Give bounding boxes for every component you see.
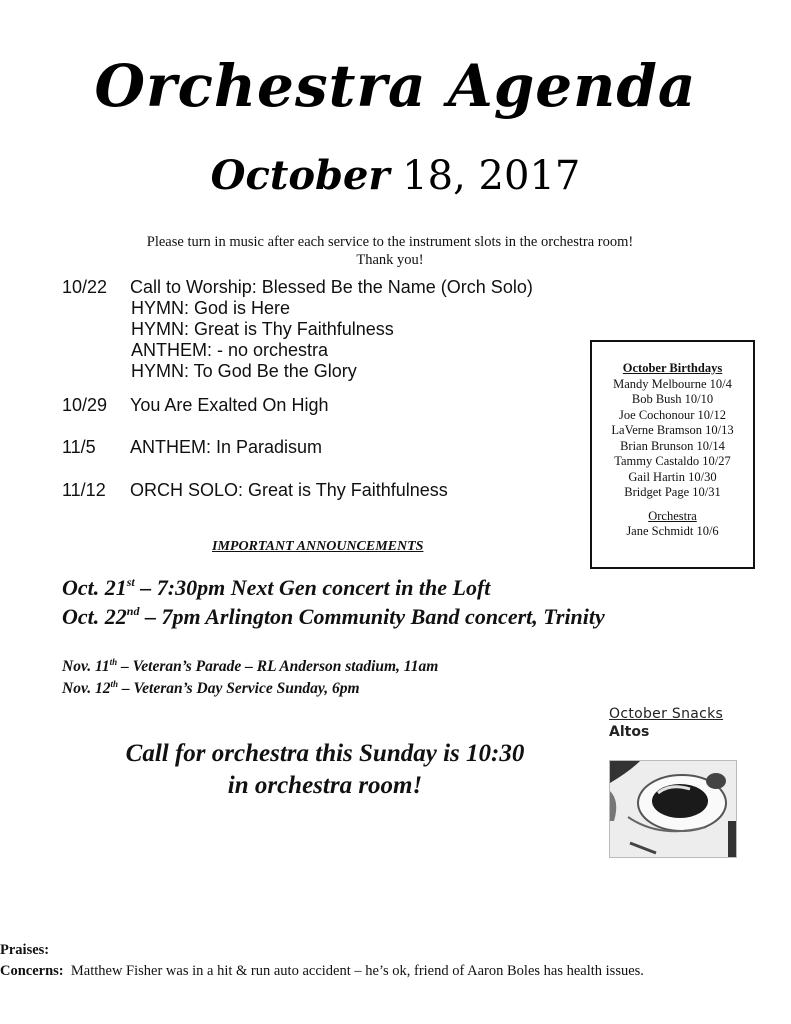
page-date — [0, 152, 791, 199]
schedule-item: HYMN: To God Be the Glory — [131, 361, 357, 381]
call-line-2: in orchestra room! — [227, 772, 423, 799]
note-line-1: Please turn in music after each service to the instrument slots in the orchestra room! — [146, 234, 634, 250]
birthday-entry: Tammy Castaldo 10/27 — [614, 454, 731, 468]
announcements-header: IMPORTANT ANNOUNCEMENTS — [212, 539, 424, 554]
date-day-year: 18, 2017 — [389, 153, 581, 199]
birthday-entry: Gail Hartin 10/30 — [628, 469, 717, 484]
schedule-date: 10/22 — [62, 277, 108, 297]
schedule-date: 11/12 — [62, 480, 106, 500]
announcement-text: – 7:30pm Next Gen concert in the Loft — [134, 575, 491, 600]
schedule-date: 11/5 — [62, 437, 96, 457]
announcement-major — [62, 604, 605, 630]
page-title: Orchestra Agenda — [94, 52, 697, 120]
concerns-line — [0, 961, 644, 982]
birthdays-header: October Birthdays — [622, 361, 723, 375]
orchestra-call-notice — [90, 738, 560, 802]
schedule-item: ANTHEM: In Paradisum — [130, 437, 323, 457]
announcement-date: Oct. 21 — [62, 575, 127, 600]
announcement-text: – Veteran’s Day Service Sunday, 6pm — [118, 680, 360, 697]
ordinal-suffix: nd — [126, 604, 140, 618]
announcement-minor — [62, 656, 438, 677]
birthday-entry: Bridget Page 10/31 — [624, 485, 721, 499]
birthday-entry: Brian Brunson 10/14 — [620, 438, 725, 453]
schedule-item: HYMN: Great is Thy Faithfulness — [131, 319, 394, 339]
ordinal-suffix: th — [110, 679, 119, 689]
birthdays-box — [590, 340, 755, 569]
schedule-item: ANTHEM: - no orchestra — [131, 340, 329, 360]
announcement-minor — [62, 678, 360, 699]
announcement-major — [62, 575, 490, 601]
schedule-item: ORCH SOLO: Great is Thy Faithfulness — [130, 480, 448, 500]
snacks-section — [609, 705, 723, 741]
birthday-entry: LaVerne Bramson 10/13 — [611, 423, 734, 437]
ordinal-suffix: st — [126, 575, 135, 589]
schedule-item: Call to Worship: Blessed Be the Name (Orch Solo) — [130, 277, 533, 297]
announcement-date: Oct. 22 — [62, 604, 127, 629]
schedule-item: You Are Exalted On High — [130, 395, 329, 415]
concerns-label: Concerns: — [0, 963, 64, 979]
call-line-1: Call for orchestra this Sunday is 10:30 — [125, 740, 525, 767]
schedule-entry-1029 — [62, 395, 328, 416]
date-month: October — [210, 152, 390, 199]
announcement-text: – Veteran’s Parade – RL Anderson stadium, 11am — [117, 658, 439, 675]
music-return-note — [110, 233, 670, 269]
praises-label: Praises: — [0, 942, 50, 958]
orchestra-birthdays-header: Orchestra — [648, 508, 697, 523]
snacks-header: October Snacks — [609, 706, 724, 722]
announcement-date: Nov. 12 — [62, 680, 111, 697]
schedule-date: 10/29 — [62, 395, 108, 415]
announcement-date: Nov. 11 — [62, 658, 110, 675]
birthday-entry: Bob Bush 10/10 — [631, 392, 714, 406]
note-line-2: Thank you! — [356, 252, 424, 268]
schedule-item: HYMN: God is Here — [131, 298, 291, 318]
birthday-entry: Mandy Melbourne 10/4 — [613, 376, 732, 391]
footer-section — [0, 940, 644, 982]
coffee-cup-photo — [609, 760, 737, 858]
announcement-text: – 7pm Arlington Community Band concert, Trinity — [139, 604, 605, 629]
schedule-entry-115 — [62, 437, 322, 458]
birthday-entry: Joe Cochonour 10/12 — [619, 407, 726, 422]
praises-line — [0, 940, 644, 961]
schedule-entry-1022 — [62, 277, 533, 382]
concerns-text: Matthew Fisher was in a hit & run auto accident – he’s ok, friend of Aaron Boles has health issues. — [63, 963, 644, 979]
schedule-entry-1112 — [62, 480, 448, 501]
ordinal-suffix: th — [109, 657, 118, 667]
birthday-entry: Jane Schmidt 10/6 — [626, 524, 719, 538]
snacks-group: Altos — [609, 724, 650, 740]
